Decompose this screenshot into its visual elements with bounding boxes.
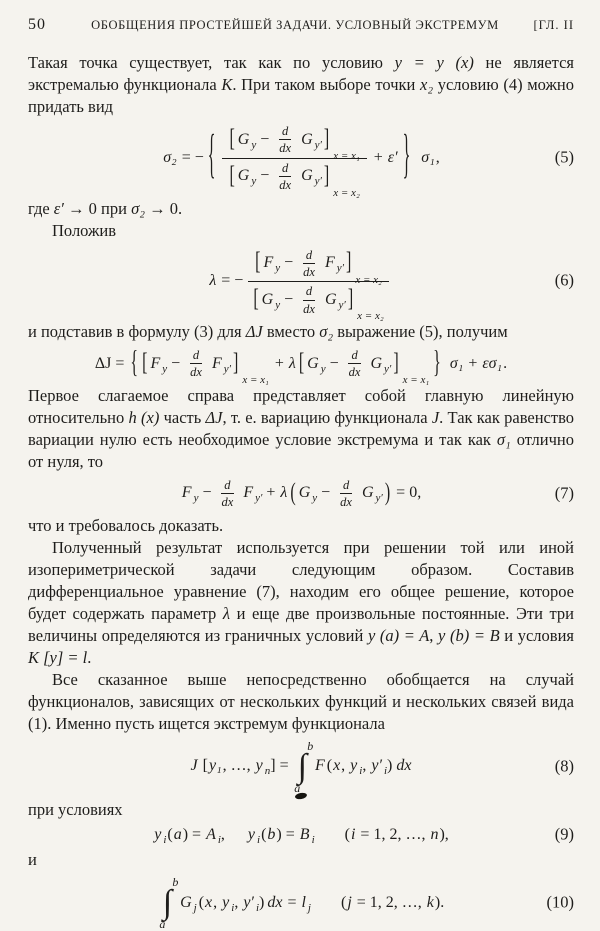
- equation-number: (8): [554, 756, 574, 776]
- paragraph-and: и: [28, 850, 37, 870]
- formula-8: J [ y₁ , …, y n ] = b ∫ a F ( x , y i , y′ i ) dx (8): [28, 740, 574, 794]
- paragraph-result-usage: Полученный результат используется при решении той или иной изопериметрической задачи следующим образом. Составив дифференциальное уравнение (7), находим его общее решение, которое будет содержать параметр λ и еще две произвольные постоянные. Эти три величины определяются из граничных условий y (a) = A, y (b) = B и условия K [y] = l.: [28, 537, 574, 667]
- equation-number: (6): [554, 270, 574, 290]
- formula-9: y i ( a ) = A i , y i ( b ) = B i ( i = 1, 2, …, n ), (9): [154, 824, 574, 846]
- running-header: [28, 16, 574, 34]
- paragraph-intro: Такая точка существует, так как по условию y = y (x) не является экстремалью функционала K. При таком выборе точки x₂ условию (4) можно придать вид: [28, 53, 574, 116]
- paragraph-qed: что и требовалось доказать.: [28, 515, 224, 535]
- formula-5: σ₂ = − { [ G y − $\frac{d}{dx}$ G y′ ] x = x₁ [ G y − $\frac{d}{dx}$ G y′ ] x = x₂ + ε′ } σ₁ , (5): [163, 124, 574, 199]
- equation-number: (7): [554, 483, 574, 503]
- formula-10: b ∫ a G j ( x , y i , y′ i ) dx = l j ( j = 1, 2, …, k ). (10): [159, 875, 574, 931]
- paragraph-first-term: Первое слагаемое справа представляет собой главную линейную относительно h (x) часть ΔJ, т. е. вариацию функционала J. Так как равенство вариации нулю есть необходимое условие экстремума и так как σ₁ отлично от нуля, то: [28, 385, 575, 471]
- paragraph-epsilon-limit: где ε′ → 0 при σ₂ → 0.: [28, 198, 183, 218]
- paragraph-substitute: и подставив в формулу (3) для ΔJ вместо σ₂ выражение (5), получим: [28, 322, 508, 341]
- formula-6: λ = − [ F y − $\frac{d}{dx}$ F y′ ] x = x₂ [ G y − $\frac{d}{dx}$ G y′ ] x = x₂ (6): [209, 247, 574, 323]
- formula-delta-j: ΔJ = { [ F y − $\frac{d}{dx}$ F y′ ] x = x₁ + λ [ G y − $\frac{d}{dx}$ G y′ ] x = x₁ } σ₁ + εσ₁ .: [94, 345, 508, 387]
- equation-number: (10): [546, 892, 574, 912]
- paragraph-generalization: Все сказанное выше непосредственно обобщается на случай функционалов, зависящих от нескольких функций и нескольких связей вида (1). Именно пусть ищется экстремум функционала: [28, 669, 574, 733]
- paragraph-conditions: при условиях: [28, 799, 123, 819]
- equation-number: (5): [554, 147, 574, 167]
- page-number: 50: [28, 16, 46, 33]
- paragraph-polozhiv: Положив: [52, 220, 117, 240]
- equation-number: (9): [554, 824, 574, 844]
- chapter-reference: [ГЛ. II: [533, 18, 574, 32]
- formula-7: F y − $\frac{d}{dx}$ F y′ + λ ( G y − $\frac{d}{dx}$ G y′ ) = 0, (7): [181, 477, 574, 510]
- running-title: ОБОБЩЕНИЯ ПРОСТЕЙШЕЙ ЗАДАЧИ. УСЛОВНЫЙ ЭКСТРЕМУМ: [91, 18, 499, 32]
